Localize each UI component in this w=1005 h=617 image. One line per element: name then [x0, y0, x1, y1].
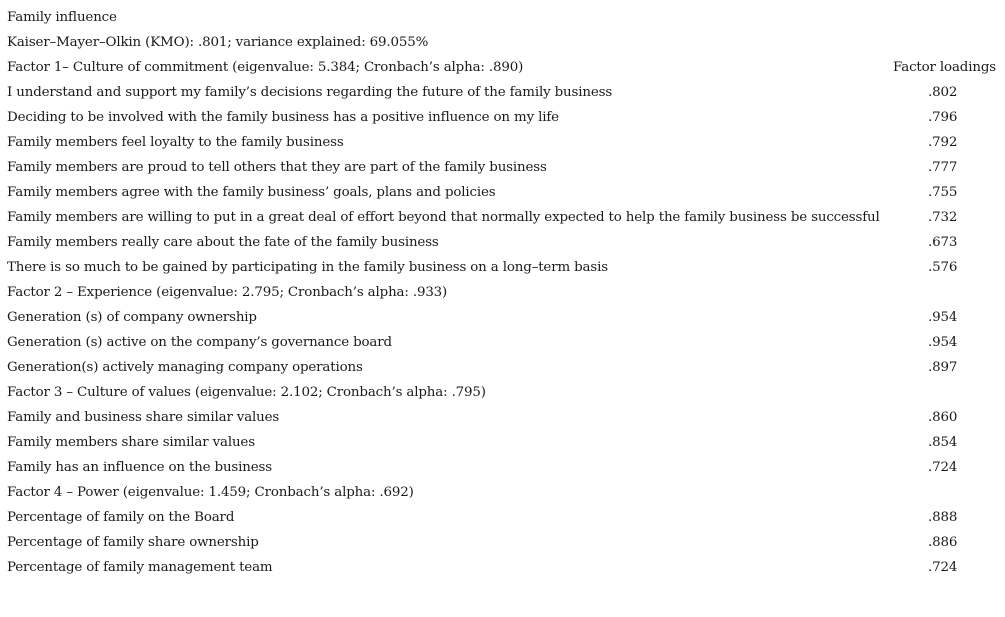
factor-heading-row	[7, 55, 1002, 80]
table-row	[7, 180, 1002, 205]
table-row	[7, 255, 1002, 280]
item-loading: .860	[928, 410, 958, 425]
table-row	[7, 530, 1002, 555]
table-row	[7, 455, 1002, 480]
table-row	[7, 80, 1002, 105]
item-loading: .724	[928, 460, 958, 475]
table-row	[7, 130, 1002, 155]
item-label: Family members really care about the fate of the family business	[7, 235, 439, 250]
column-header-factor-loadings: Factor loadings	[893, 60, 996, 75]
table-row	[7, 155, 1002, 180]
factor-2-heading: Factor 2 – Experience (eigenvalue: 2.795; Cronbach’s alpha: .933)	[7, 285, 448, 300]
item-label: Deciding to be involved with the family business has a positive influence on my life	[7, 110, 559, 125]
item-label: I understand and support my family’s decisions regarding the future of the family business	[7, 85, 613, 100]
factor-1-heading: Factor 1– Culture of commitment (eigenvalue: 5.384; Cronbach’s alpha: .890)	[7, 60, 524, 75]
table-row	[7, 205, 1002, 230]
table-row	[7, 105, 1002, 130]
table-title: Family influence	[7, 10, 117, 25]
item-label: Family members share similar values	[7, 435, 255, 450]
item-label: Percentage of family share ownership	[7, 535, 259, 550]
table-row	[7, 405, 1002, 430]
table-row	[7, 330, 1002, 355]
item-loading: .792	[928, 135, 958, 150]
factor-heading-row	[7, 380, 1002, 405]
item-loading: .796	[928, 110, 958, 125]
factor-heading-row	[7, 280, 1002, 305]
item-label: Family members are proud to tell others that they are part of the family business	[7, 160, 547, 175]
item-label: Family and business share similar values	[7, 410, 280, 425]
table-row	[7, 305, 1002, 330]
item-loading: .886	[928, 535, 958, 550]
table-row	[7, 430, 1002, 455]
item-label: Percentage of family on the Board	[7, 510, 235, 525]
factor-4-heading: Factor 4 – Power (eigenvalue: 1.459; Cronbach’s alpha: .692)	[7, 485, 414, 500]
factor-loadings-table	[7, 5, 1002, 580]
item-loading: .755	[928, 185, 958, 200]
factor-heading-row	[7, 480, 1002, 505]
item-label: Family members feel loyalty to the family business	[7, 135, 344, 150]
factor-3-heading: Factor 3 – Culture of values (eigenvalue: 2.102; Cronbach’s alpha: .795)	[7, 385, 486, 400]
item-loading: .854	[928, 435, 958, 450]
item-label: Family members are willing to put in a great deal of effort beyond that normally expected to help the family business be successful	[7, 210, 880, 225]
kmo-summary: Kaiser–Mayer–Olkin (KMO): .801; variance explained: 69.055%	[7, 35, 429, 50]
table-row	[7, 355, 1002, 380]
item-label: Family has an influence on the business	[7, 460, 272, 475]
item-loading: .802	[928, 85, 958, 100]
item-loading: .576	[928, 260, 958, 275]
item-loading: .777	[928, 160, 958, 175]
item-label: Generation(s) actively managing company operations	[7, 360, 363, 375]
table-title-row	[7, 5, 1002, 30]
item-label: There is so much to be gained by participating in the family business on a long–term basis	[7, 260, 608, 275]
item-loading: .897	[928, 360, 958, 375]
item-label: Family members agree with the family business’ goals, plans and policies	[7, 185, 496, 200]
item-label: Percentage of family management team	[7, 560, 273, 575]
item-label: Generation (s) active on the company’s governance board	[7, 335, 392, 350]
kmo-row	[7, 30, 1002, 55]
item-loading: .888	[928, 510, 958, 525]
table-row	[7, 230, 1002, 255]
item-loading: .732	[928, 210, 958, 225]
table-row	[7, 505, 1002, 530]
item-label: Generation (s) of company ownership	[7, 310, 257, 325]
item-loading: .954	[928, 335, 958, 350]
item-loading: .724	[928, 560, 958, 575]
item-loading: .673	[928, 235, 958, 250]
item-loading: .954	[928, 310, 958, 325]
table-row	[7, 555, 1002, 580]
